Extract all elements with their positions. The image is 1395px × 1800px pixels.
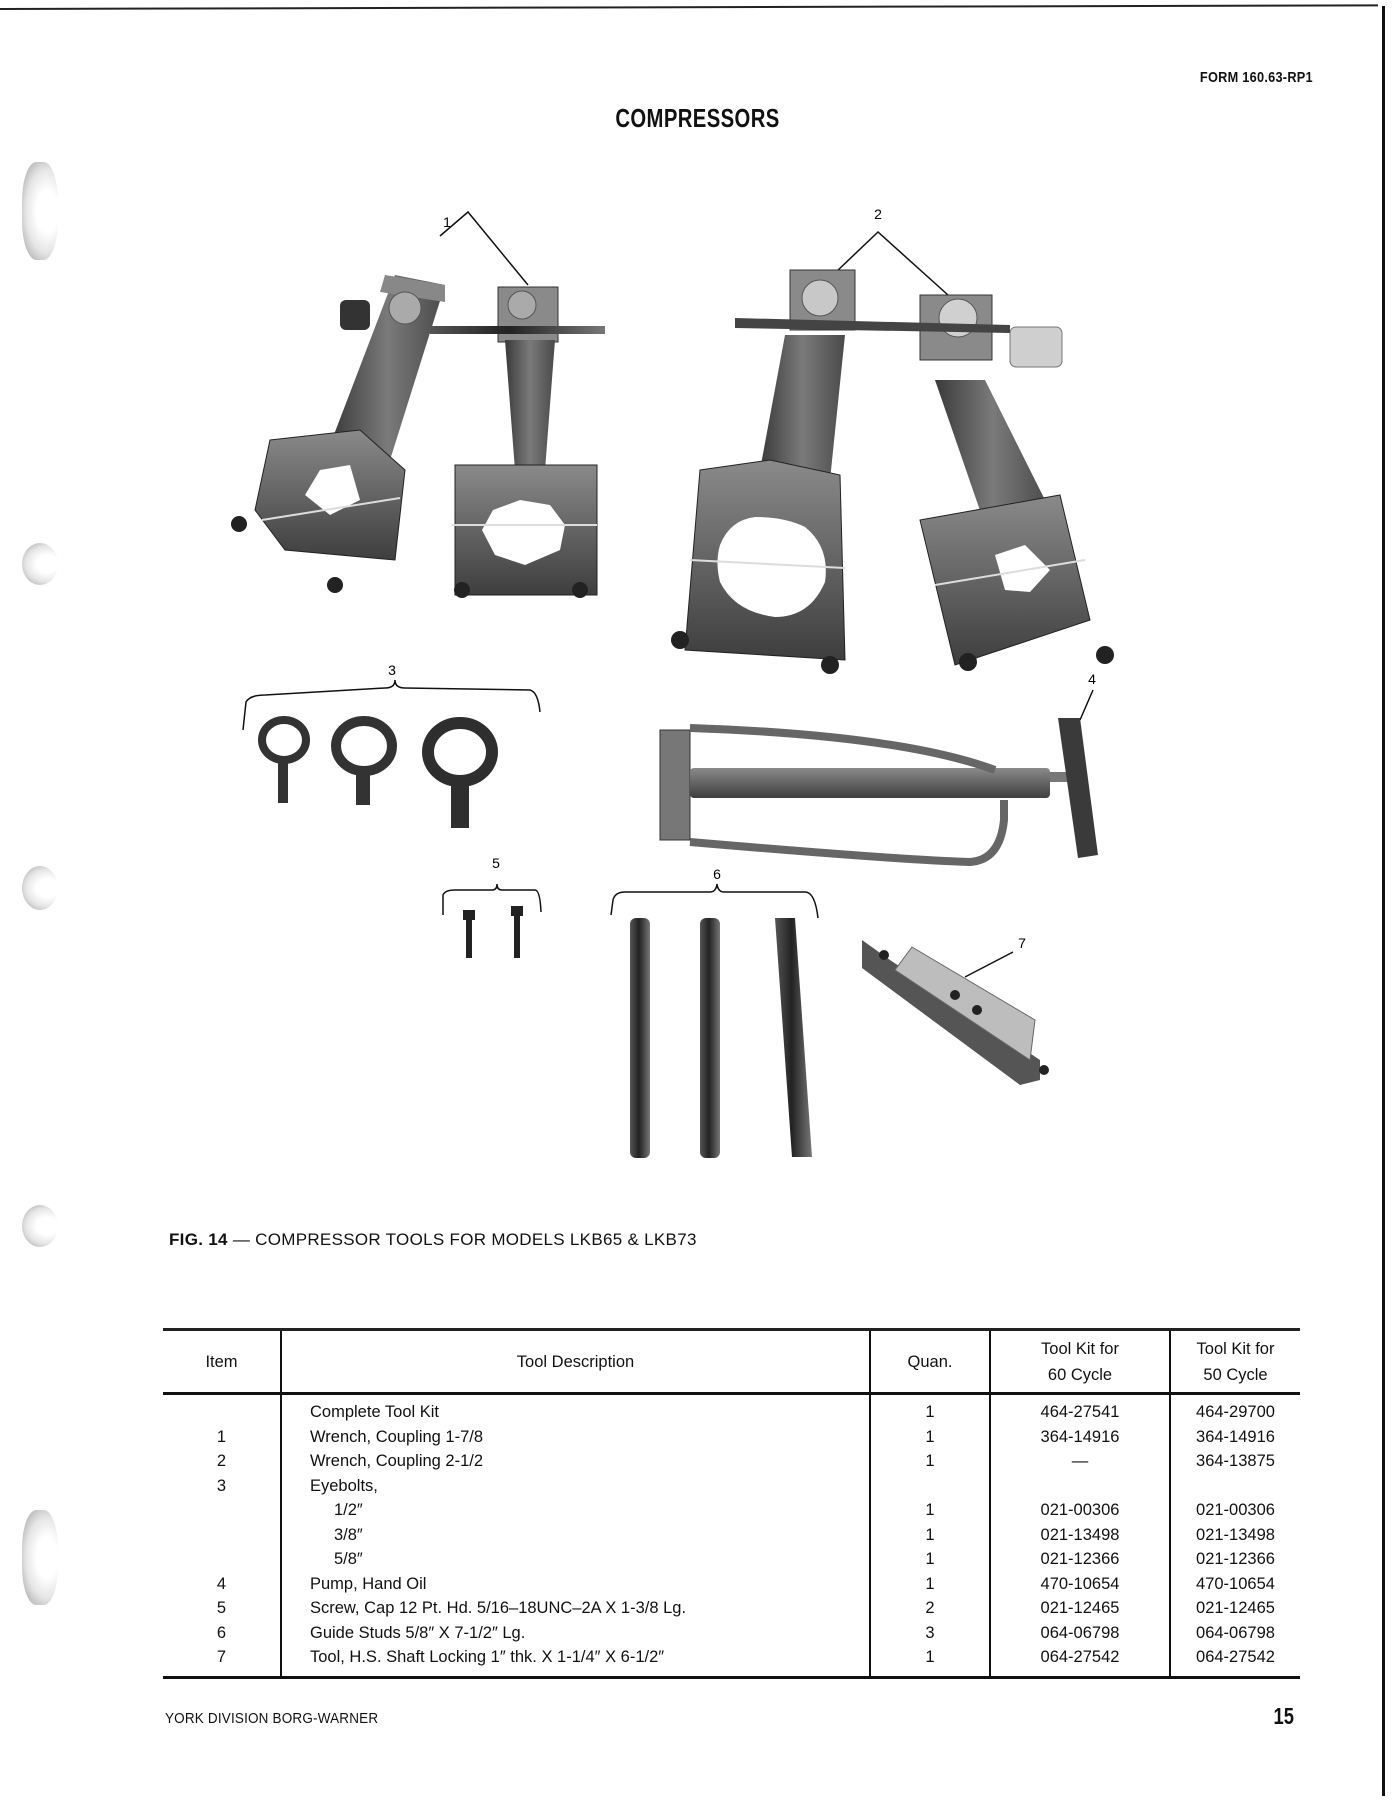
header-description: Tool Description (281, 1330, 870, 1394)
tool-description: 3/8″ (281, 1523, 870, 1548)
part-number-60-cycle: 021-00306 (990, 1498, 1170, 1523)
binder-hole (22, 1510, 58, 1605)
item-number (163, 1523, 281, 1548)
part-number-50-cycle: 021-12366 (1196, 1550, 1275, 1568)
item-number: 1 (163, 1425, 281, 1450)
part-number-50-cycle: 364-13875 (1196, 1452, 1275, 1470)
tools-photo (200, 195, 1160, 1180)
part-number-60-cycle: 064-06798 (990, 1621, 1170, 1646)
part-number-60-cycle: 364-14916 (990, 1425, 1170, 1450)
table-row (163, 1425, 1300, 1450)
item-number (163, 1394, 281, 1425)
table-row (163, 1547, 1300, 1572)
page-title: COMPRESSORS (615, 103, 780, 133)
part-number-60-cycle: 470-10654 (990, 1572, 1170, 1597)
part-number-60-cycle: 021-12366 (990, 1547, 1170, 1572)
part-number-50-cycle: 064-27542 (1170, 1645, 1300, 1677)
part-number-50-cycle (1170, 1474, 1300, 1499)
part-number-60-cycle: — (990, 1449, 1170, 1474)
right-page-edge (1382, 6, 1385, 1796)
tool-description: Screw, Cap 12 Pt. Hd. 5/16–18UNC–2A X 1-3/8 Lg. (281, 1596, 870, 1621)
binder-hole (22, 866, 58, 910)
quantity: 1 (870, 1645, 990, 1677)
header-kit-50-cycle: Tool Kit for 50 Cycle (1170, 1330, 1300, 1394)
wrench-1-7-8 (231, 212, 605, 598)
part-number-50-cycle: 364-14916 (1196, 1427, 1275, 1446)
callout-2: 2 (874, 206, 882, 222)
part-number-50-cycle: 021-12465 (1196, 1599, 1275, 1617)
table-header-row (163, 1330, 1300, 1394)
part-number-60-cycle: 021-12465 (990, 1596, 1170, 1621)
item-number (163, 1498, 281, 1523)
quantity: 1 (870, 1425, 990, 1450)
quantity: 1 (870, 1498, 990, 1523)
binder-hole (22, 162, 58, 260)
part-number-50-cycle: 021-13498 (1196, 1525, 1275, 1544)
binder-hole (22, 1205, 58, 1247)
table-row (163, 1474, 1300, 1499)
form-number: FORM 160.63-RP1 (1200, 69, 1313, 86)
quantity: 1 (870, 1523, 990, 1548)
quantity (870, 1474, 990, 1499)
tool-description: Tool, H.S. Shaft Locking 1″ thk. X 1-1/4″ X 6-1/2″ (281, 1645, 870, 1677)
table-row (163, 1596, 1300, 1621)
table-row (163, 1572, 1300, 1597)
figure-caption (169, 1230, 697, 1250)
part-number-60-cycle: 064-27542 (990, 1645, 1170, 1677)
item-number: 5 (163, 1596, 281, 1621)
tool-description: Complete Tool Kit (281, 1394, 870, 1425)
tool-description: 1/2″ (281, 1498, 870, 1523)
part-number-50-cycle: 021-00306 (1196, 1501, 1275, 1519)
item-number: 4 (163, 1572, 281, 1597)
callout-3: 3 (388, 662, 396, 678)
tool-description: 5/8″ (281, 1547, 870, 1572)
shaft-locking-tool (862, 940, 1049, 1085)
part-number-60-cycle (990, 1474, 1170, 1499)
header-kit-60-cycle: Tool Kit for 60 Cycle (990, 1330, 1170, 1394)
caption-separator: — (227, 1230, 256, 1249)
quantity: 2 (870, 1596, 990, 1621)
callout-7: 7 (1018, 935, 1026, 951)
wrench-2-1-2 (671, 232, 1114, 674)
callout-6: 6 (713, 866, 721, 882)
callout-1: 1 (443, 214, 451, 230)
publisher-footer: YORK DIVISION BORG-WARNER (165, 1710, 379, 1727)
quantity: 1 (870, 1394, 990, 1425)
item-number: 6 (163, 1621, 281, 1646)
quantity: 1 (870, 1449, 990, 1474)
table-row (163, 1394, 1300, 1425)
table-row (163, 1523, 1300, 1548)
part-number-50-cycle: 464-29700 (1196, 1403, 1275, 1421)
caption-text: COMPRESSOR TOOLS FOR MODELS LKB65 & LKB73 (255, 1230, 697, 1249)
hand-oil-pump (660, 690, 1098, 862)
header-quantity: Quan. (870, 1330, 990, 1394)
table-row (163, 1645, 1300, 1677)
part-number-50-cycle: 064-06798 (1196, 1623, 1275, 1642)
guide-studs (611, 884, 818, 1158)
item-number (163, 1547, 281, 1572)
binder-hole (22, 543, 58, 585)
tool-description: Wrench, Coupling 2-1/2 (281, 1449, 870, 1474)
quantity: 3 (870, 1621, 990, 1646)
callout-5: 5 (492, 855, 500, 871)
part-number-50-cycle: 470-10654 (1196, 1574, 1275, 1593)
part-number-60-cycle: 464-27541 (990, 1394, 1170, 1425)
table-row (163, 1621, 1300, 1646)
tool-kit-table (163, 1328, 1300, 1679)
eyebolts (243, 680, 540, 828)
quantity: 1 (870, 1572, 990, 1597)
table-row (163, 1498, 1300, 1523)
table-row (163, 1449, 1300, 1474)
tool-description: Guide Studs 5/8″ X 7-1/2″ Lg. (281, 1621, 870, 1646)
item-number: 3 (163, 1474, 281, 1499)
tool-description: Pump, Hand Oil (281, 1572, 870, 1597)
cap-screws (443, 884, 541, 958)
top-page-rule (0, 4, 1378, 10)
quantity: 1 (870, 1547, 990, 1572)
item-number: 7 (163, 1645, 281, 1677)
page-number: 15 (1273, 1703, 1295, 1729)
tool-description: Eyebolts, (281, 1474, 870, 1499)
header-item: Item (163, 1330, 281, 1394)
part-number-60-cycle: 021-13498 (990, 1523, 1170, 1548)
item-number: 2 (163, 1449, 281, 1474)
callout-4: 4 (1088, 671, 1096, 687)
tool-description: Wrench, Coupling 1-7/8 (281, 1425, 870, 1450)
figure-label: FIG. 14 (169, 1230, 228, 1249)
